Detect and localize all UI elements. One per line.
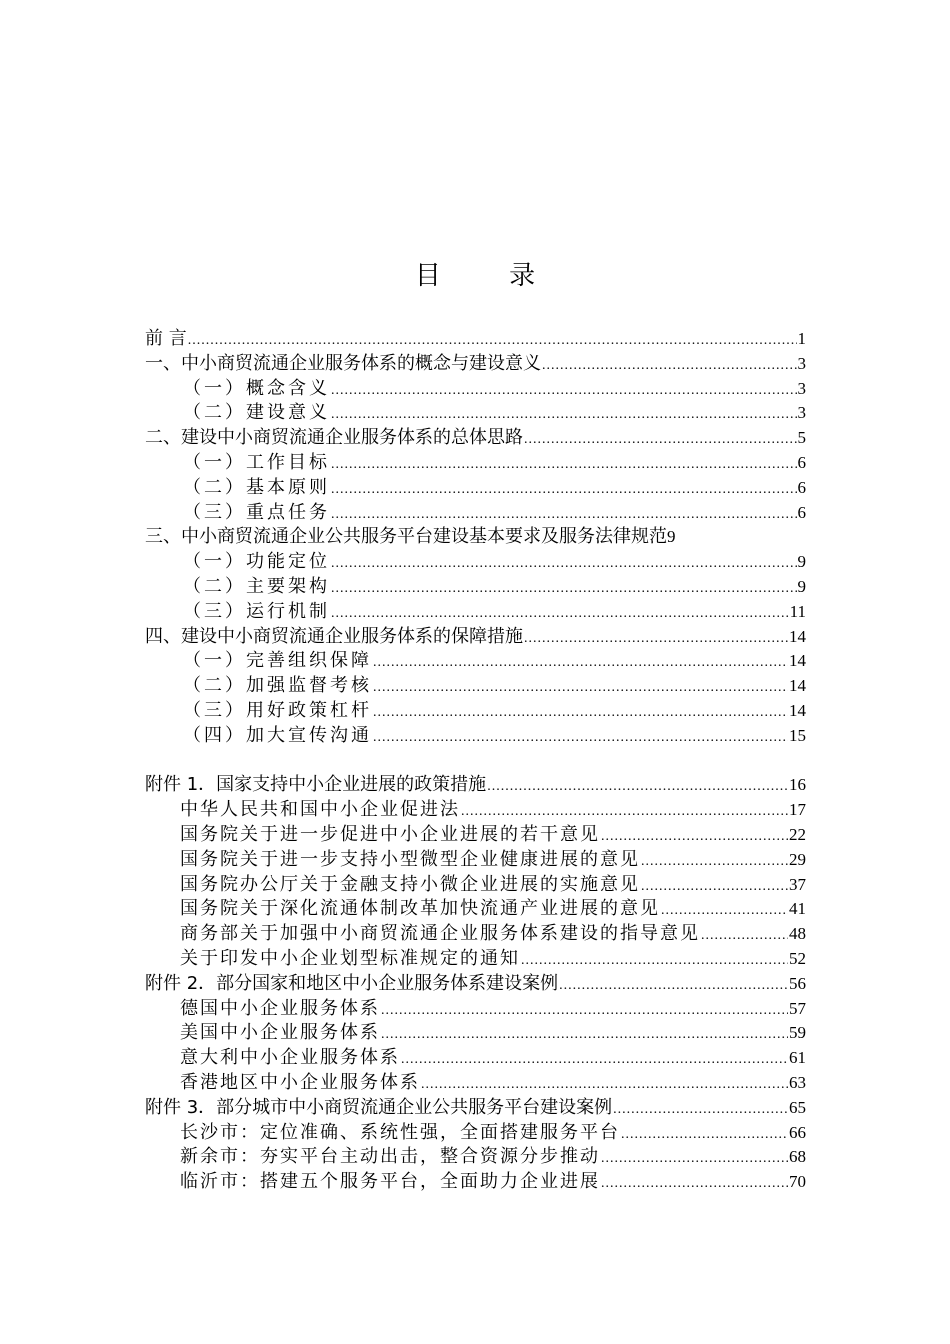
toc-entry-label: 附件 3．部分城市中小商贸流通企业公共服务平台建设案例: [145, 1096, 613, 1118]
toc-page-number: 14: [789, 700, 806, 720]
toc-entry-label: 中华人民共和国中小企业促进法: [180, 799, 460, 821]
dot-leader: [331, 478, 797, 503]
dot-leader: [421, 1073, 788, 1098]
dot-leader: [524, 627, 788, 652]
toc-entry-label: 国务院关于深化流通体制改革加快流通产业进展的意见: [180, 898, 660, 920]
toc-entry-label: （三）重点任务: [183, 501, 330, 523]
toc-entry-label: （四）加大宣传沟通: [183, 724, 372, 746]
toc-page-number: 63: [789, 1072, 806, 1092]
toc-entry-label: 前 言: [145, 328, 187, 349]
dot-leader: [601, 825, 788, 850]
toc-page-number: 68: [789, 1147, 806, 1167]
toc-entry[interactable]: [145, 525, 806, 550]
toc-entry[interactable]: [145, 451, 806, 476]
dot-leader: [373, 701, 788, 726]
toc-page-number: 14: [789, 626, 806, 646]
toc-page-number: 48: [789, 924, 806, 944]
dot-leader: [331, 403, 797, 428]
toc-page-number: 57: [789, 998, 806, 1018]
toc-page-number: 6: [797, 452, 806, 472]
toc-entry-label: 德国中小企业服务体系: [180, 997, 380, 1019]
toc-entry-label: 国务院办公厅关于金融支持小微企业进展的实施意见: [180, 873, 640, 895]
toc-page-number: 14: [789, 676, 806, 696]
toc-entry[interactable]: [145, 972, 806, 997]
dot-leader: [331, 453, 797, 478]
toc-page-number: 9: [797, 552, 806, 572]
toc-page-number: 70: [789, 1172, 806, 1192]
toc-entry-label: 香港地区中小企业服务体系: [180, 1071, 420, 1093]
toc-entry[interactable]: [145, 897, 806, 922]
dot-leader: [373, 726, 788, 751]
toc-entry-label: 附件 2．部分国家和地区中小企业服务体系建设案例: [145, 972, 559, 994]
dot-leader: [331, 577, 797, 602]
dot-leader: [524, 428, 797, 453]
toc-entry[interactable]: [145, 550, 806, 575]
toc-entry[interactable]: [145, 625, 806, 650]
toc-entry-label: （二）主要架构: [183, 575, 330, 597]
toc-entry[interactable]: [145, 649, 806, 674]
toc-entry-label: 长沙市：定位准确、系统性强，全面搭建服务平台: [180, 1121, 620, 1143]
toc-entry[interactable]: [145, 1071, 806, 1096]
toc-page-number: 9: [797, 576, 806, 596]
dot-leader: [641, 850, 788, 875]
toc-entry[interactable]: [145, 1121, 806, 1146]
toc-page-number: 5: [797, 428, 806, 448]
toc-page-number: 6: [797, 502, 806, 522]
toc-entry-label: （二）加强监督考核: [183, 675, 372, 697]
toc-entry-label: （一）完善组织保障: [183, 650, 372, 672]
dot-leader: [641, 875, 788, 900]
toc-page-number: 37: [789, 874, 806, 894]
toc-entry-label: （三）用好政策杠杆: [183, 699, 372, 721]
toc-entry[interactable]: [145, 377, 806, 402]
toc-page-number: 56: [789, 973, 806, 993]
dot-leader: [701, 924, 788, 949]
toc-entry-label: （二）基本原则: [183, 476, 330, 498]
toc-entry[interactable]: [145, 1145, 806, 1170]
toc-page-number: 1: [797, 329, 806, 348]
dot-leader: [331, 379, 797, 404]
toc-entry[interactable]: [145, 327, 806, 352]
toc-page-number: 3: [797, 353, 806, 373]
toc-entry[interactable]: [145, 476, 806, 501]
dot-leader: [331, 602, 789, 627]
toc-page-number: 17: [789, 800, 806, 820]
toc-entry[interactable]: [145, 426, 806, 451]
toc-entry[interactable]: [145, 352, 806, 377]
toc-entry-label: （三）运行机制: [183, 600, 330, 622]
toc-page-number: 3: [797, 403, 806, 423]
dot-leader: [373, 676, 788, 701]
dot-leader: [331, 552, 797, 577]
toc-entry-label: 国务院关于进一步支持小型微型企业健康进展的意见: [180, 848, 640, 870]
toc-entry-label: 二、建设中小商贸流通企业服务体系的总体思路: [145, 427, 523, 449]
toc-page-number: 61: [789, 1048, 806, 1068]
toc-page-number: 14: [789, 651, 806, 671]
toc-entry[interactable]: [145, 848, 806, 873]
dot-leader: [559, 974, 788, 999]
toc-entry-label: 附件 1．国家支持中小企业进展的政策措施: [145, 774, 487, 796]
dot-leader: [331, 503, 797, 528]
toc-entry[interactable]: [145, 699, 806, 724]
toc-page-number: 52: [789, 948, 806, 968]
dot-leader: [601, 1147, 788, 1172]
toc-entry-label: 意大利中小企业服务体系: [180, 1047, 400, 1069]
toc-entry[interactable]: [145, 922, 806, 947]
dot-leader: [381, 999, 788, 1024]
toc-entry-label: 商务部关于加强中小商贸流通企业服务体系建设的指导意见: [180, 923, 700, 945]
toc-page-number: 15: [789, 725, 806, 745]
toc-page-number: 11: [789, 601, 806, 621]
toc-entry[interactable]: [145, 823, 806, 848]
toc-entry[interactable]: [145, 501, 806, 526]
dot-leader: [621, 1123, 788, 1148]
toc-page-number: 3: [797, 378, 806, 398]
toc-entry[interactable]: [145, 1170, 806, 1195]
toc-entry[interactable]: [145, 724, 806, 749]
toc-entry[interactable]: [145, 873, 806, 898]
page-title: 目 录: [414, 261, 566, 291]
table-of-contents: [145, 327, 806, 1195]
toc-entry-label: （二）建设意义: [183, 402, 330, 424]
toc-page-number: 59: [789, 1023, 806, 1043]
dot-leader: [613, 1098, 788, 1123]
toc-entry-label: 一、中小商贸流通企业服务体系的概念与建设意义: [145, 352, 541, 374]
toc-entry[interactable]: [145, 674, 806, 699]
toc-entry[interactable]: [145, 401, 806, 426]
section-spacer: [145, 749, 806, 774]
toc-entry-label: 四、建设中小商贸流通企业服务体系的保障措施: [145, 625, 523, 647]
toc-page-number: 41: [789, 899, 806, 919]
toc-entry[interactable]: [145, 1021, 806, 1046]
dot-leader: [521, 949, 788, 974]
toc-entry-label: （一）工作目标: [183, 451, 330, 473]
dot-leader: [542, 354, 797, 379]
toc-page-number: 29: [789, 849, 806, 869]
dot-leader: [381, 1023, 788, 1048]
toc-entry[interactable]: [145, 947, 806, 972]
toc-entry-label: 新余市：夯实平台主动出击，整合资源分步推动: [180, 1146, 600, 1168]
dot-leader: [601, 1172, 788, 1197]
toc-page-number: 9: [667, 527, 676, 547]
toc-entry[interactable]: [145, 1046, 806, 1071]
toc-entry[interactable]: [145, 1096, 806, 1121]
toc-page-number: 66: [789, 1122, 806, 1142]
toc-entry-label: 三、中小商贸流通企业公共服务平台建设基本要求及服务法律规范: [145, 526, 667, 548]
dot-leader: [188, 329, 797, 354]
dot-leader: [487, 775, 788, 800]
toc-entry[interactable]: [145, 798, 806, 823]
toc-entry[interactable]: [145, 600, 806, 625]
dot-leader: [401, 1048, 788, 1073]
toc-page-number: 6: [797, 477, 806, 497]
toc-entry[interactable]: [145, 997, 806, 1022]
dot-leader: [461, 800, 788, 825]
toc-entry-label: 美国中小企业服务体系: [180, 1022, 380, 1044]
toc-entry[interactable]: [145, 575, 806, 600]
toc-entry[interactable]: [145, 773, 806, 798]
dot-leader: [373, 651, 788, 676]
toc-page-number: 16: [789, 775, 806, 795]
toc-entry-label: （一）功能定位: [183, 551, 330, 573]
toc-entry-label: 国务院关于进一步促进中小企业进展的若干意见: [180, 823, 600, 845]
dot-leader: [661, 899, 788, 924]
toc-entry-label: 关于印发中小企业划型标准规定的通知: [180, 947, 520, 969]
toc-entry-label: （一）概念含义: [183, 377, 330, 399]
toc-page-number: 22: [789, 824, 806, 844]
toc-entry-label: 临沂市：搭建五个服务平台，全面助力企业进展: [180, 1171, 600, 1193]
toc-page-number: 65: [789, 1097, 806, 1117]
